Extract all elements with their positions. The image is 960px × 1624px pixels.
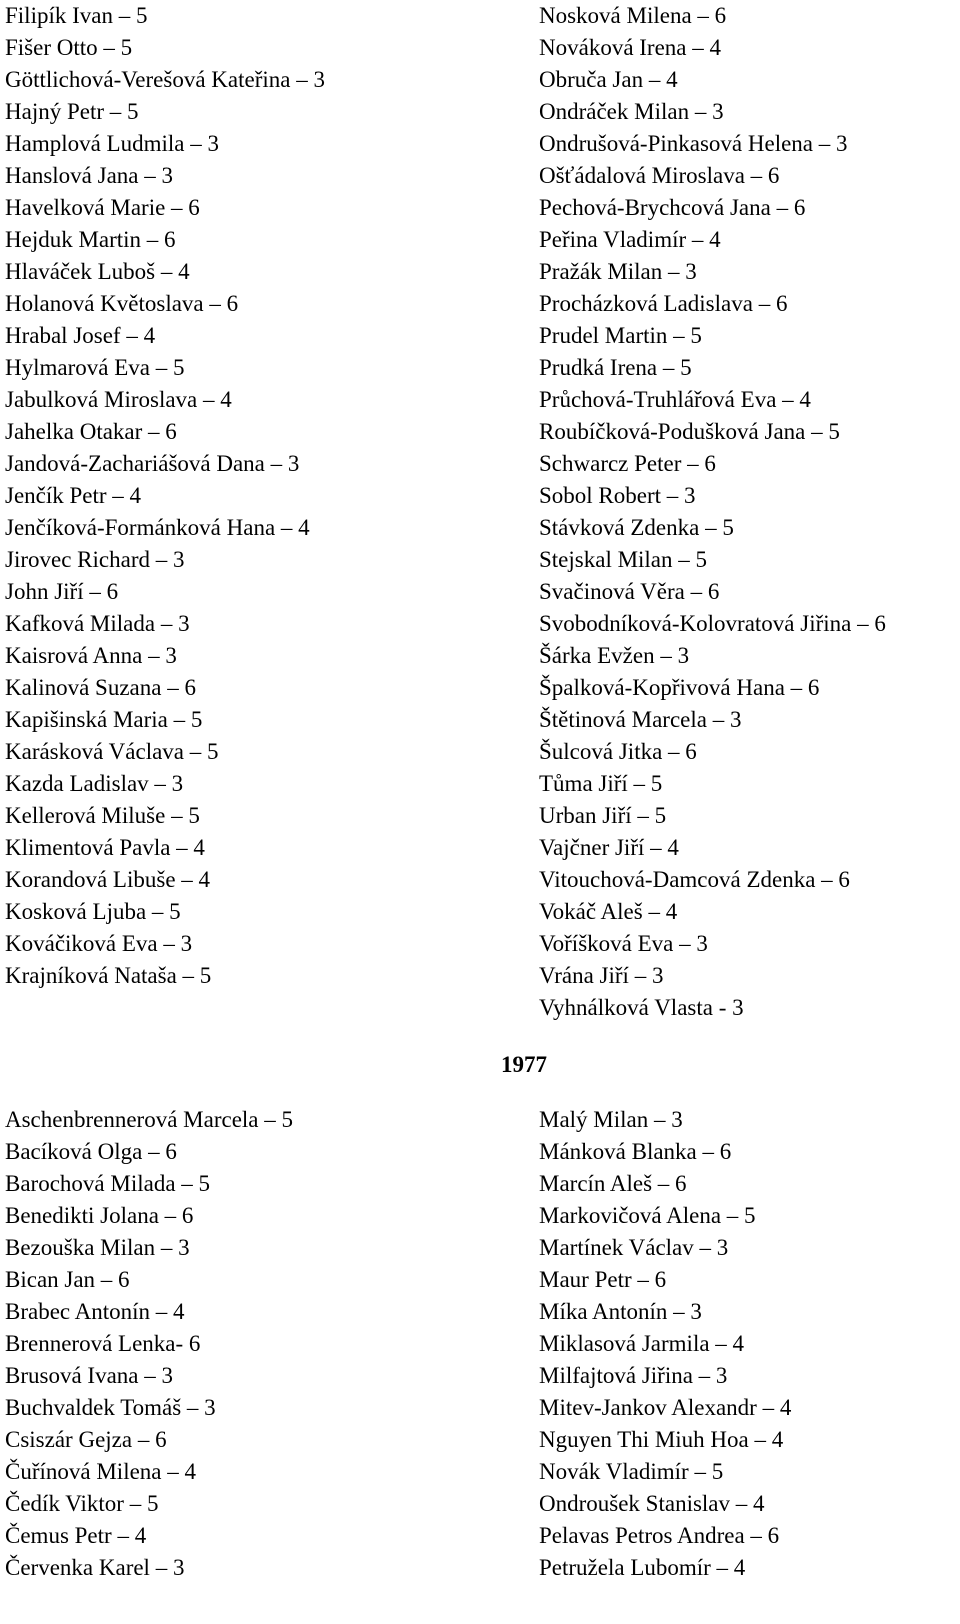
name-entry: Kafková Milada – 3 bbox=[5, 611, 190, 636]
name-entry: Bacíková Olga – 6 bbox=[5, 1139, 177, 1164]
name-entry: Průchová-Truhlářová Eva – 4 bbox=[539, 387, 811, 412]
name-entry: Peřina Vladimír – 4 bbox=[539, 227, 721, 252]
name-entry: Stávková Zdenka – 5 bbox=[539, 515, 734, 540]
name-entry: Pražák Milan – 3 bbox=[539, 259, 697, 284]
name-entry: Hrabal Josef – 4 bbox=[5, 323, 156, 348]
name-entry: Kazda Ladislav – 3 bbox=[5, 771, 184, 796]
name-entry: Korandová Libuše – 4 bbox=[5, 867, 211, 892]
name-entry: Brabec Antonín – 4 bbox=[5, 1299, 185, 1324]
name-entry: Sobol Robert – 3 bbox=[539, 483, 696, 508]
name-entry: Čemus Petr – 4 bbox=[5, 1523, 147, 1548]
name-entry: Šárka Evžen – 3 bbox=[539, 643, 690, 668]
name-entry: Procházková Ladislava – 6 bbox=[539, 291, 788, 316]
name-entry: John Jiří – 6 bbox=[5, 579, 119, 604]
name-entry: Červenka Karel – 3 bbox=[5, 1555, 185, 1580]
name-entry: Brennerová Lenka- 6 bbox=[5, 1331, 201, 1356]
name-entry: Jahelka Otakar – 6 bbox=[5, 419, 177, 444]
name-entry: Kaisrová Anna – 3 bbox=[5, 643, 177, 668]
name-entry: Štětinová Marcela – 3 bbox=[539, 707, 742, 732]
name-entry: Čedík Viktor – 5 bbox=[5, 1491, 159, 1516]
name-entry: Malý Milan – 3 bbox=[539, 1107, 683, 1132]
name-entry: Vrána Jiří – 3 bbox=[539, 963, 664, 988]
name-entry: Csiszár Gejza – 6 bbox=[5, 1427, 167, 1452]
year-heading: 1977 bbox=[501, 1052, 547, 1077]
name-entry: Míka Antonín – 3 bbox=[539, 1299, 702, 1324]
name-entry: Miklasová Jarmila – 4 bbox=[539, 1331, 745, 1356]
name-entry: Benedikti Jolana – 6 bbox=[5, 1203, 194, 1228]
name-entry: Aschenbrennerová Marcela – 5 bbox=[5, 1107, 294, 1132]
name-entry: Milfajtová Jiřina – 3 bbox=[539, 1363, 728, 1388]
name-entry: Schwarcz Peter – 6 bbox=[539, 451, 716, 476]
name-entry: Nguyen Thi Miuh Hoa – 4 bbox=[539, 1427, 784, 1452]
name-entry: Ondráček Milan – 3 bbox=[539, 99, 724, 124]
name-entry: Hajný Petr – 5 bbox=[5, 99, 139, 124]
name-entry: Filipík Ivan – 5 bbox=[5, 3, 148, 28]
name-entry: Bezouška Milan – 3 bbox=[5, 1235, 190, 1260]
name-entry: Vajčner Jiří – 4 bbox=[539, 835, 679, 860]
name-entry: Hanslová Jana – 3 bbox=[5, 163, 173, 188]
name-entry: Krajníková Nataša – 5 bbox=[5, 963, 212, 988]
name-entry: Urban Jiří – 5 bbox=[539, 803, 667, 828]
name-entry: Hamplová Ludmila – 3 bbox=[5, 131, 219, 156]
name-entry: Buchvaldek Tomáš – 3 bbox=[5, 1395, 216, 1420]
name-entry: Pelavas Petros Andrea – 6 bbox=[539, 1523, 780, 1548]
name-entry: Hylmarová Eva – 5 bbox=[5, 355, 185, 380]
name-entry: Kellerová Miluše – 5 bbox=[5, 803, 200, 828]
name-entry: Obruča Jan – 4 bbox=[539, 67, 678, 92]
name-entry: Pechová-Brychcová Jana – 6 bbox=[539, 195, 806, 220]
name-entry: Kalinová Suzana – 6 bbox=[5, 675, 196, 700]
name-entry: Čuřínová Milena – 4 bbox=[5, 1459, 196, 1484]
name-entry: Novák Vladimír – 5 bbox=[539, 1459, 724, 1484]
name-entry: Vokáč Aleš – 4 bbox=[539, 899, 678, 924]
name-entry: Fišer Otto – 5 bbox=[5, 35, 133, 60]
name-entry: Svobodníková-Kolovratová Jiřina – 6 bbox=[539, 611, 886, 636]
name-entry: Jandová-Zachariášová Dana – 3 bbox=[5, 451, 300, 476]
name-entry: Hlaváček Luboš – 4 bbox=[5, 259, 190, 284]
name-entry: Karásková Václava – 5 bbox=[5, 739, 219, 764]
name-list-right-column bbox=[539, 1104, 791, 1584]
name-entry: Klimentová Pavla – 4 bbox=[5, 835, 205, 860]
name-entry: Havelková Marie – 6 bbox=[5, 195, 200, 220]
name-entry: Vyhnálková Vlasta - 3 bbox=[539, 995, 744, 1020]
name-entry: Prudká Irena – 5 bbox=[539, 355, 692, 380]
name-entry: Mánková Blanka – 6 bbox=[539, 1139, 732, 1164]
name-entry: Vitouchová-Damcová Zdenka – 6 bbox=[539, 867, 850, 892]
name-entry: Bican Jan – 6 bbox=[5, 1267, 130, 1292]
name-entry: Barochová Milada – 5 bbox=[5, 1171, 211, 1196]
name-list-left-column bbox=[5, 0, 325, 992]
name-entry: Jenčík Petr – 4 bbox=[5, 483, 142, 508]
name-entry: Ošťádalová Miroslava – 6 bbox=[539, 163, 780, 188]
name-entry: Petružela Lubomír – 4 bbox=[539, 1555, 746, 1580]
name-entry: Ondroušek Stanislav – 4 bbox=[539, 1491, 765, 1516]
name-entry: Nováková Irena – 4 bbox=[539, 35, 722, 60]
name-entry: Špalková-Kopřivová Hana – 6 bbox=[539, 675, 820, 700]
name-entry: Göttlichová-Verešová Kateřina – 3 bbox=[5, 67, 325, 92]
name-entry: Nosková Milena – 6 bbox=[539, 3, 727, 28]
name-entry: Svačinová Věra – 6 bbox=[539, 579, 720, 604]
name-entry: Ondrušová-Pinkasová Helena – 3 bbox=[539, 131, 848, 156]
name-entry: Kováčiková Eva – 3 bbox=[5, 931, 193, 956]
name-entry: Maur Petr – 6 bbox=[539, 1267, 667, 1292]
name-entry: Stejskal Milan – 5 bbox=[539, 547, 708, 572]
name-entry: Šulcová Jitka – 6 bbox=[539, 739, 697, 764]
name-entry: Jenčíková-Formánková Hana – 4 bbox=[5, 515, 310, 540]
name-list-left-column bbox=[5, 1104, 293, 1584]
name-entry: Voříšková Eva – 3 bbox=[539, 931, 708, 956]
name-entry: Jirovec Richard – 3 bbox=[5, 547, 185, 572]
name-entry: Kosková Ljuba – 5 bbox=[5, 899, 181, 924]
name-list-section-b bbox=[0, 1104, 960, 1624]
name-entry: Marcín Aleš – 6 bbox=[539, 1171, 687, 1196]
name-entry: Roubíčková-Podušková Jana – 5 bbox=[539, 419, 840, 444]
name-entry: Prudel Martin – 5 bbox=[539, 323, 702, 348]
name-entry: Markovičová Alena – 5 bbox=[539, 1203, 756, 1228]
name-entry: Mitev-Jankov Alexandr – 4 bbox=[539, 1395, 792, 1420]
name-entry: Brusová Ivana – 3 bbox=[5, 1363, 173, 1388]
name-entry: Jabulková Miroslava – 4 bbox=[5, 387, 232, 412]
name-entry: Tůma Jiří – 5 bbox=[539, 771, 663, 796]
name-entry: Kapišinská Maria – 5 bbox=[5, 707, 203, 732]
name-entry: Martínek Václav – 3 bbox=[539, 1235, 729, 1260]
name-entry: Hejduk Martin – 6 bbox=[5, 227, 176, 252]
name-list-right-column bbox=[539, 0, 886, 1024]
name-entry: Holanová Květoslava – 6 bbox=[5, 291, 239, 316]
